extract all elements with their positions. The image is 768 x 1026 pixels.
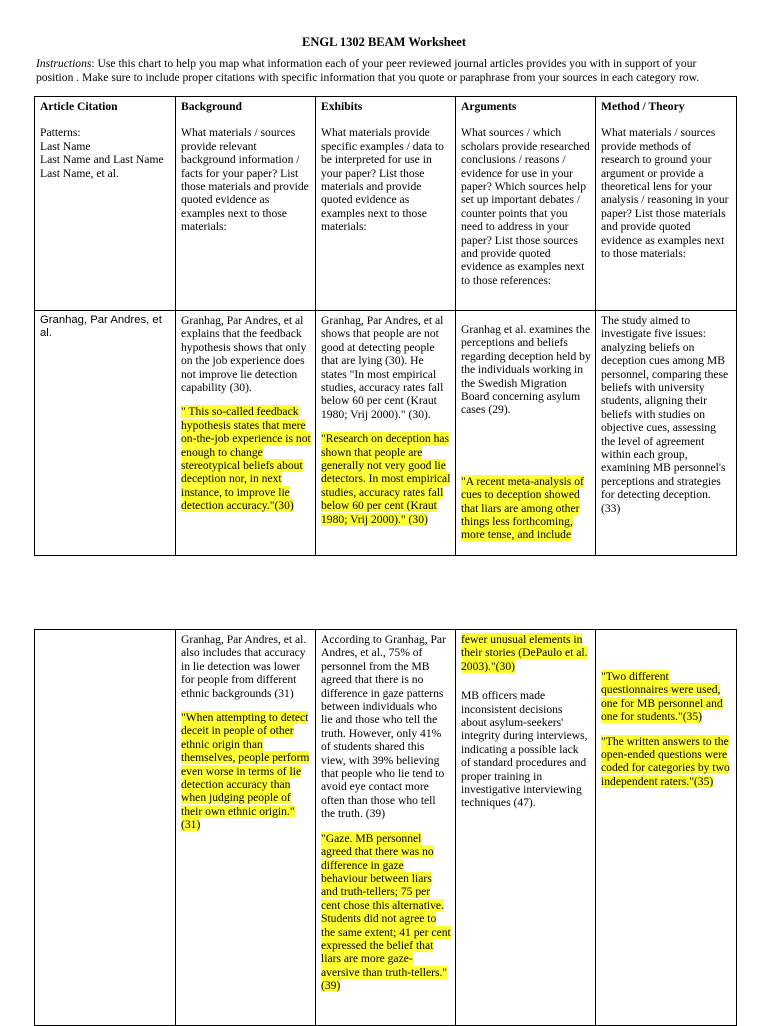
exhibits-text: According to Granhag, Par Andres, et al., 75% of personnel from the MB agreed that there is no difference in gaze patterns between individuals who lie and those who tell the truth. However, only 41% of students shared this view, with 39% believing that people who lie tend to avoid eye contact more often than those who tell the truth. (39) bbox=[321, 633, 446, 821]
patterns-label: Patterns: bbox=[40, 126, 81, 140]
header-arguments-prompt: What sources / which scholars provide researched conclusions / reasons / evidence for use in your paper? Which sources help set up important debates / counter points that you need to address in your paper? List those sources and provide quoted evidence as examples next to those references: bbox=[461, 126, 590, 287]
header-method bbox=[596, 97, 737, 311]
instructions-text: : Use this chart to help you map what information each of your peer reviewed journal articles provides you with in support of your position . Make sure to include proper citations with specific information that you quote or paraphrase from your sources in each category row. bbox=[36, 57, 700, 85]
header-citation-title: Article Citation bbox=[40, 100, 118, 113]
header-method-prompt: What materials / sources provide methods of research to ground your argument or provide a theoretical lens for your analysis / reasoning in your paper? List those materials and provide quoted evidence as examples next to those materials: bbox=[601, 126, 729, 261]
header-citation bbox=[35, 97, 176, 311]
header-arguments-title: Arguments bbox=[461, 100, 517, 113]
citation-cell bbox=[35, 311, 176, 556]
header-background bbox=[176, 97, 316, 311]
beam-table bbox=[34, 96, 737, 556]
pattern-item: Last Name, et al. bbox=[40, 166, 119, 180]
pattern-item: Last Name bbox=[40, 139, 91, 153]
method-cell bbox=[596, 630, 737, 1026]
method-quote: "Two different questionnaires were used, one for MB personnel and one for students."(35) bbox=[601, 670, 723, 724]
exhibits-cell bbox=[316, 311, 456, 556]
background-text: Granhag, Par Andres, et al. also includes that accuracy in lie detection was lower for people from different ethnic backgrounds (31) bbox=[181, 633, 307, 700]
background-cell bbox=[176, 311, 316, 556]
instructions-label: Instructions bbox=[36, 57, 92, 70]
exhibits-cell bbox=[316, 630, 456, 1026]
header-row bbox=[35, 97, 737, 311]
method-cell bbox=[596, 311, 737, 556]
background-text: Granhag, Par Andres, et al explains that the feedback hypothesis shows that only on the job experience does not improve lie detection capability (30). bbox=[181, 314, 307, 395]
table-row bbox=[35, 311, 737, 556]
citation-cell bbox=[35, 630, 176, 1026]
arguments-quote: "A recent meta-analysis of cues to deception showed that liars are among other things less forthcoming, more tense, and include bbox=[461, 474, 584, 542]
header-exhibits-prompt: What materials provide specific examples / data to be interpreted for use in your paper? List those materials and provide quoted evidence as examples next to those materials: bbox=[321, 126, 444, 234]
method-quote: "The written answers to the open-ended questions were coded for categories by two independent raters."(35) bbox=[601, 734, 730, 788]
background-cell bbox=[176, 630, 316, 1026]
beam-table-continued bbox=[34, 629, 737, 1026]
arguments-quote: fewer unusual elements in their stories (DePaulo et al. 2003)."(30) bbox=[461, 633, 588, 673]
pattern-item: Last Name and Last Name bbox=[40, 153, 164, 167]
instructions bbox=[36, 57, 736, 85]
exhibits-quote: "Research on deception has shown that people are generally not very good lie detectors. In most empirical studies, accuracy rates fall below 60 per cent (Kraut 1980; Vrij 2000)." (30) bbox=[321, 432, 451, 526]
exhibits-text: Granhag, Par Andres, et al shows that people are not good at detecting people that are lying (30). He states "In most empirical studies, accuracy rates fall below 60 per cent (Kraut 1980; Vrij 2000)." (30). bbox=[321, 314, 444, 421]
page-title: ENGL 1302 BEAM Worksheet bbox=[301, 35, 467, 49]
background-quote: " This so-called feedback hypothesis states that mere on-the-job experience is not enough to change stereotypical beliefs about deception nor, in next instance, to improve lie detection accuracy."(30) bbox=[181, 405, 311, 513]
arguments-cell bbox=[456, 311, 596, 556]
citation-text: Granhag, Par Andres, et al. bbox=[40, 314, 162, 339]
header-background-title: Background bbox=[181, 100, 242, 113]
header-method-title: Method / Theory bbox=[601, 100, 685, 113]
header-arguments bbox=[456, 97, 596, 311]
header-exhibits bbox=[316, 97, 456, 311]
method-text: The study aimed to investigate five issues: analyzing beliefs on deception cues among MB personnel, comparing these beliefs with university students, aligning their beliefs with studies on objective cues, assessing the level of agreement within each group, examining MB personnel's perceptions and strategies for detecting deception. (33) bbox=[601, 314, 729, 515]
arguments-text: MB officers made inconsistent decisions about asylum-seekers' integrity during interviews, indicating a possible lack of standard procedures and proper training in investigative interviewing techniques (47). bbox=[461, 689, 588, 810]
table-row bbox=[35, 630, 737, 1026]
header-background-prompt: What materials / sources provide relevant background information / facts for your paper? List those materials and provide quoted evidence as examples next to those materials: bbox=[181, 126, 309, 234]
arguments-cell bbox=[456, 630, 596, 1026]
arguments-text: Granhag et al. examines the perceptions and beliefs regarding deception held by the individuals working in the Swedish Migration Board concerning asylum cases (29). bbox=[461, 323, 591, 417]
exhibits-quote: "Gaze. MB personnel agreed that there was no difference in gaze behaviour between liars and truth-tellers; 75 per cent chose this alternative. Students did not agree to the same extent; 41 per cent expressed the belief that liars are more gaze-aversive than truth-tellers."(39) bbox=[321, 831, 451, 993]
background-quote: "When attempting to detect deceit in people of other ethnic origin than themselves, people perform even worse in terms of lie detection accuracy than when judging people of their own ethnic origin."(31) bbox=[181, 711, 310, 832]
header-exhibits-title: Exhibits bbox=[321, 100, 363, 113]
